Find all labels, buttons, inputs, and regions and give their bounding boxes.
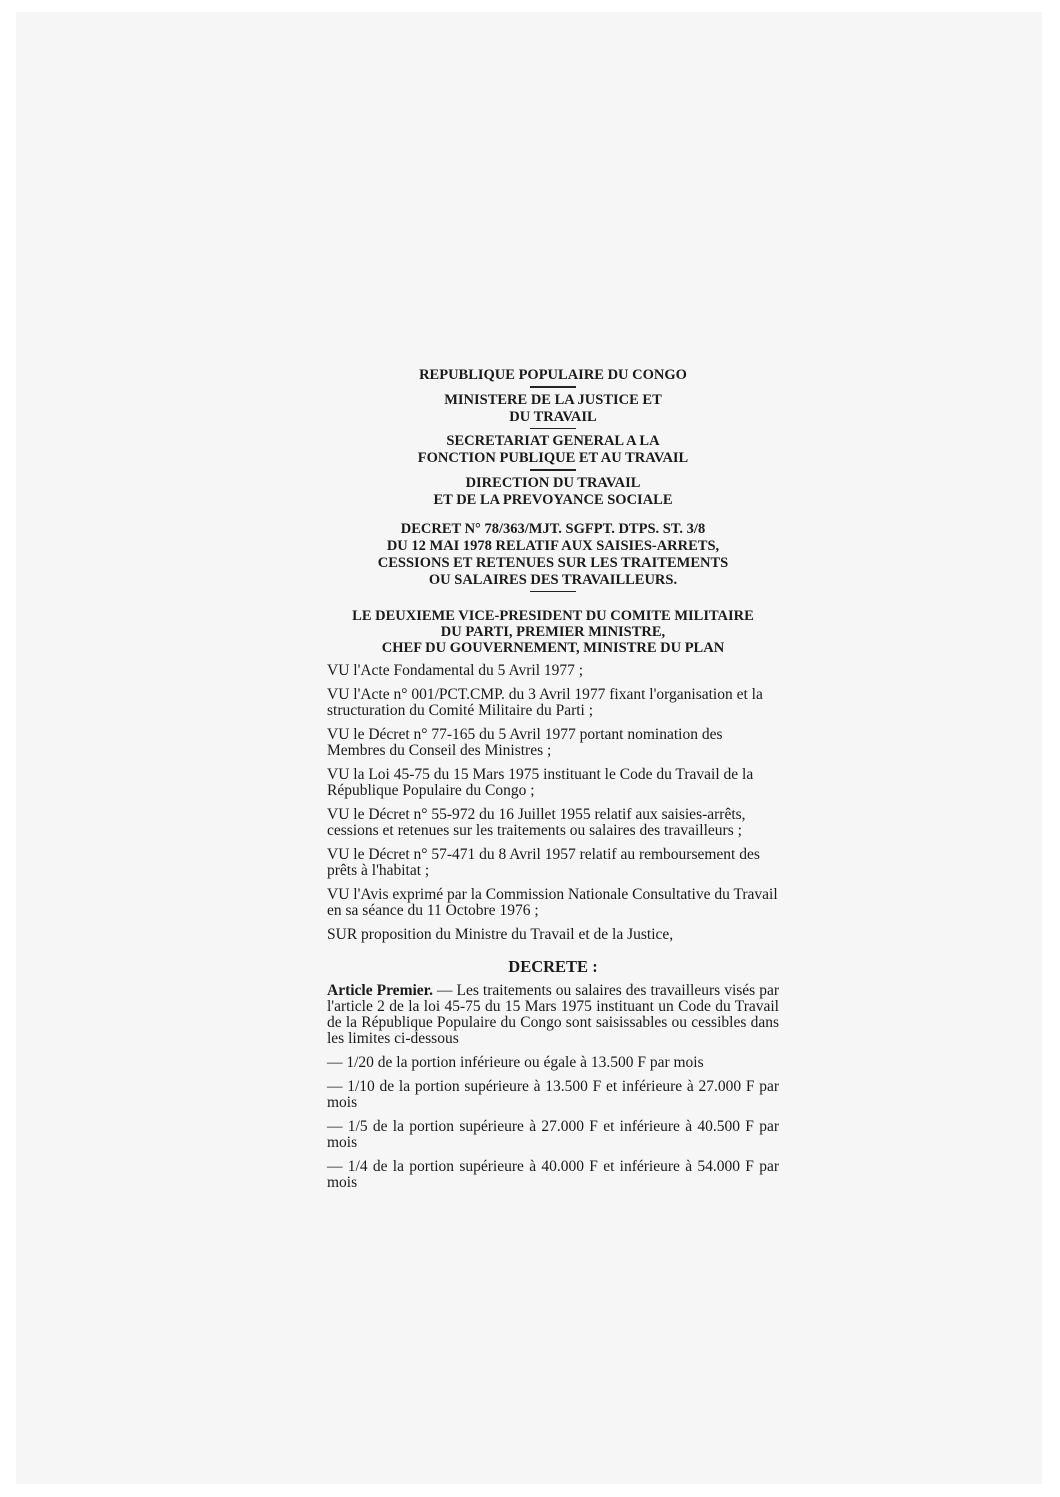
minister-line: LE DEUXIEME VICE-PRESIDENT DU COMITE MILITAIRE — [352, 608, 754, 624]
minister-line: CHEF DU GOUVERNEMENT, MINISTRE DU PLAN — [381, 640, 725, 656]
header-divider — [530, 428, 576, 430]
header-direction — [327, 475, 779, 509]
bracket-item: — 1/4 de la portion supérieure à 40.000 F et inférieure à 54.000 F par mois — [327, 1158, 779, 1191]
header-divider — [530, 386, 576, 388]
decree-title-line: DU 12 MAI 1978 RELATIF AUX SAISIES-ARRETS, — [386, 537, 720, 554]
visa-item: VU la Loi 45-75 du 15 Mars 1975 instituant le Code du Travail de la République Populaire du Congo ; — [327, 765, 754, 799]
header-republic — [327, 367, 779, 384]
visa-item: SUR proposition du Ministre du Travail et de la Justice, — [327, 925, 674, 943]
article-label: Article Premier. — [327, 982, 433, 999]
minister-heading — [327, 608, 779, 656]
visa-item: VU le Décret n° 55-972 du 16 Juillet 1955 relatif aux saisies-arrêts, cessions et retenues sur les traitements ou salaires des travailleurs ; — [327, 805, 746, 839]
header-line: REPUBLIQUE POPULAIRE DU CONGO — [419, 367, 687, 383]
header-secretariat — [327, 433, 779, 467]
bracket-item: — 1/20 de la portion inférieure ou égale à 13.500 F par mois — [327, 1054, 704, 1071]
document-page — [16, 12, 1042, 1484]
decree-title — [327, 521, 779, 589]
visas-list — [327, 663, 779, 943]
decrete-heading: DECRETE : — [508, 957, 598, 976]
bracket-item: — 1/5 de la portion supérieure à 27.000 F et inférieure à 40.500 F par mois — [327, 1118, 779, 1151]
header-line: DIRECTION DU TRAVAIL — [465, 474, 641, 491]
header-line: FONCTION PUBLIQUE ET AU TRAVAIL — [417, 450, 689, 466]
header-line: ET DE LA PREVOYANCE SOCIALE — [433, 491, 673, 508]
visa-item: VU le Décret n° 57-471 du 8 Avril 1957 relatif au remboursement des prêts à l'habitat ; — [327, 845, 760, 879]
visa-item: VU le Décret n° 77-165 du 5 Avril 1977 portant nomination des Membres du Conseil des Ministres ; — [327, 725, 723, 759]
decree-title-line: CESSIONS ET RETENUES SUR LES TRAITEMENTS — [377, 554, 729, 571]
header-line: SECRETARIAT GENERAL A LA — [446, 433, 660, 449]
header-divider — [530, 469, 576, 471]
text-column — [327, 367, 779, 1191]
title-divider — [530, 591, 576, 593]
article-premier — [327, 983, 779, 1047]
visa-item: VU l'Acte Fondamental du 5 Avril 1977 ; — [327, 662, 584, 679]
header-ministry — [327, 392, 779, 426]
article-text: — Les traitements ou salaires des travailleurs visés par l'article 2 de la loi 45-75 du 15 Mars 1975 instituant un Code du Travail de la République Populaire du Congo sont saisissables ou cessibles dans les limites ci-dessous — [327, 982, 779, 1047]
decree-title-line: DECRET N° 78/363/MJT. SGFPT. DTPS. ST. 3/8 — [400, 520, 706, 537]
header-line: MINISTERE DE LA JUSTICE ET — [444, 391, 662, 408]
brackets-list — [327, 1055, 779, 1191]
bracket-item: — 1/10 de la portion supérieure à 13.500 F et inférieure à 27.000 F par mois — [327, 1078, 779, 1111]
header-line: DU TRAVAIL — [509, 408, 597, 425]
minister-line: DU PARTI, PREMIER MINISTRE, — [440, 624, 666, 640]
visa-item: VU l'Avis exprimé par la Commission Nationale Consultative du Travail en sa séance du 11 Octobre 1976 ; — [327, 885, 778, 919]
letterhead — [327, 367, 779, 509]
visa-item: VU l'Acte n° 001/PCT.CMP. du 3 Avril 1977 fixant l'organisation et la structuration du Comité Militaire du Parti ; — [327, 685, 763, 719]
decree-title-line: OU SALAIRES DES TRAVAILLEURS. — [428, 571, 678, 588]
